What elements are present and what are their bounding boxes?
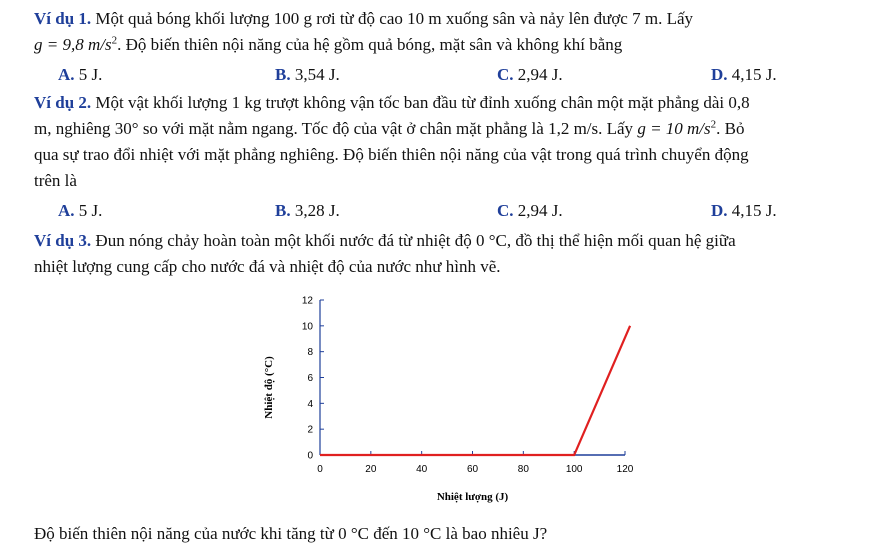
ex1-option-c[interactable]: C. 2,94 J. bbox=[497, 65, 563, 84]
example-3-label: Ví dụ 3. bbox=[34, 231, 92, 250]
example-3-text-line2: nhiệt lượng cung cấp cho nước đá và nhiệt độ của nước như hình vẽ. bbox=[34, 257, 501, 276]
x-tick-label-5: 100 bbox=[565, 464, 583, 475]
example-2-text-line4: trên là bbox=[34, 171, 77, 190]
ex1-option-b[interactable]: B. 3,54 J. bbox=[275, 65, 340, 84]
x-tick-label-6: 120 bbox=[616, 464, 634, 475]
ex1-option-d[interactable]: D. 4,15 J. bbox=[711, 65, 777, 84]
example-1 bbox=[34, 6, 854, 58]
ex2-option-d[interactable]: D. 4,15 J. bbox=[711, 201, 777, 220]
x-tick-label-0: 0 bbox=[317, 464, 323, 475]
heating-chart bbox=[250, 290, 650, 510]
series-line-temperature bbox=[320, 326, 630, 455]
example-1-gravity-exponent: 2 bbox=[111, 34, 118, 47]
y-axis-label: Nhiệt độ (°C) bbox=[263, 356, 275, 419]
y-tick-label-5: 10 bbox=[301, 321, 313, 333]
ex2-option-c[interactable]: C. 2,94 J. bbox=[497, 201, 563, 220]
example-3-text-line1: Đun nóng chảy hoàn toàn một khối nước đá từ nhiệt độ 0 °C, đồ thị thể hiện mối quan hệ giữa bbox=[95, 231, 736, 250]
example-1-label: Ví dụ 1. bbox=[34, 9, 92, 28]
example-3-question: Độ biến thiên nội năng của nước khi tăng từ 0 °C đến 10 °C là bao nhiêu J? bbox=[34, 524, 548, 543]
example-1-text-line2: . Độ biến thiên nội năng của hệ gồm quả bóng, mặt sân và không khí bằng bbox=[117, 35, 623, 54]
example-2-text-line2b: so với mặt nằm ngang. Tốc độ của vật ở chân mặt phẳng là 1,2 m/s. Lấy bbox=[142, 119, 634, 138]
example-2-label: Ví dụ 2. bbox=[34, 93, 92, 112]
x-tick-label-3: 60 bbox=[466, 464, 479, 475]
example-2-text-line2c: . Bỏ bbox=[716, 119, 745, 138]
example-3 bbox=[34, 228, 854, 280]
y-tick-label-1: 2 bbox=[307, 424, 313, 436]
example-2-text-line1: Một vật khối lượng 1 kg trượt không vận tốc ban đầu từ đỉnh xuống chân một mặt phẳng dài 0,8 bbox=[95, 93, 750, 112]
y-tick-label-2: 4 bbox=[307, 398, 313, 410]
example-1-text-line1: Một quả bóng khối lượng 100 g rơi từ độ cao 10 m xuống sân và nảy lên được 7 m. Lấy bbox=[95, 9, 694, 28]
x-axis-label: Nhiệt lượng (J) bbox=[436, 491, 509, 503]
example-2-angle: 30° bbox=[114, 119, 139, 138]
x-tick-label-2: 40 bbox=[416, 464, 428, 475]
x-tick-label-1: 20 bbox=[365, 464, 377, 475]
y-tick-label-6: 12 bbox=[301, 295, 313, 307]
y-ticks bbox=[302, 296, 324, 462]
ex1-option-a[interactable]: A. 5 J. bbox=[58, 65, 103, 84]
ex2-option-b[interactable]: B. 3,28 J. bbox=[275, 201, 340, 220]
y-tick-label-4: 8 bbox=[307, 347, 313, 359]
example-1-gravity: g = 9,8 m/s bbox=[34, 35, 112, 54]
x-tick-label-4: 80 bbox=[517, 464, 529, 475]
example-2-text-line2a: m, nghiêng bbox=[34, 119, 111, 138]
example-2 bbox=[34, 90, 854, 194]
example-2-gravity: g = 10 m/s bbox=[637, 119, 711, 138]
ex2-option-a[interactable]: A. 5 J. bbox=[58, 201, 103, 220]
example-2-gravity-exponent: 2 bbox=[710, 118, 717, 131]
y-tick-label-0: 0 bbox=[307, 450, 313, 462]
y-tick-label-3: 6 bbox=[307, 373, 313, 384]
example-2-text-line3: qua sự trao đổi nhiệt với mặt phẳng nghiêng. Độ biến thiên nội năng của vật trong quá trình chuyển động bbox=[34, 145, 749, 164]
